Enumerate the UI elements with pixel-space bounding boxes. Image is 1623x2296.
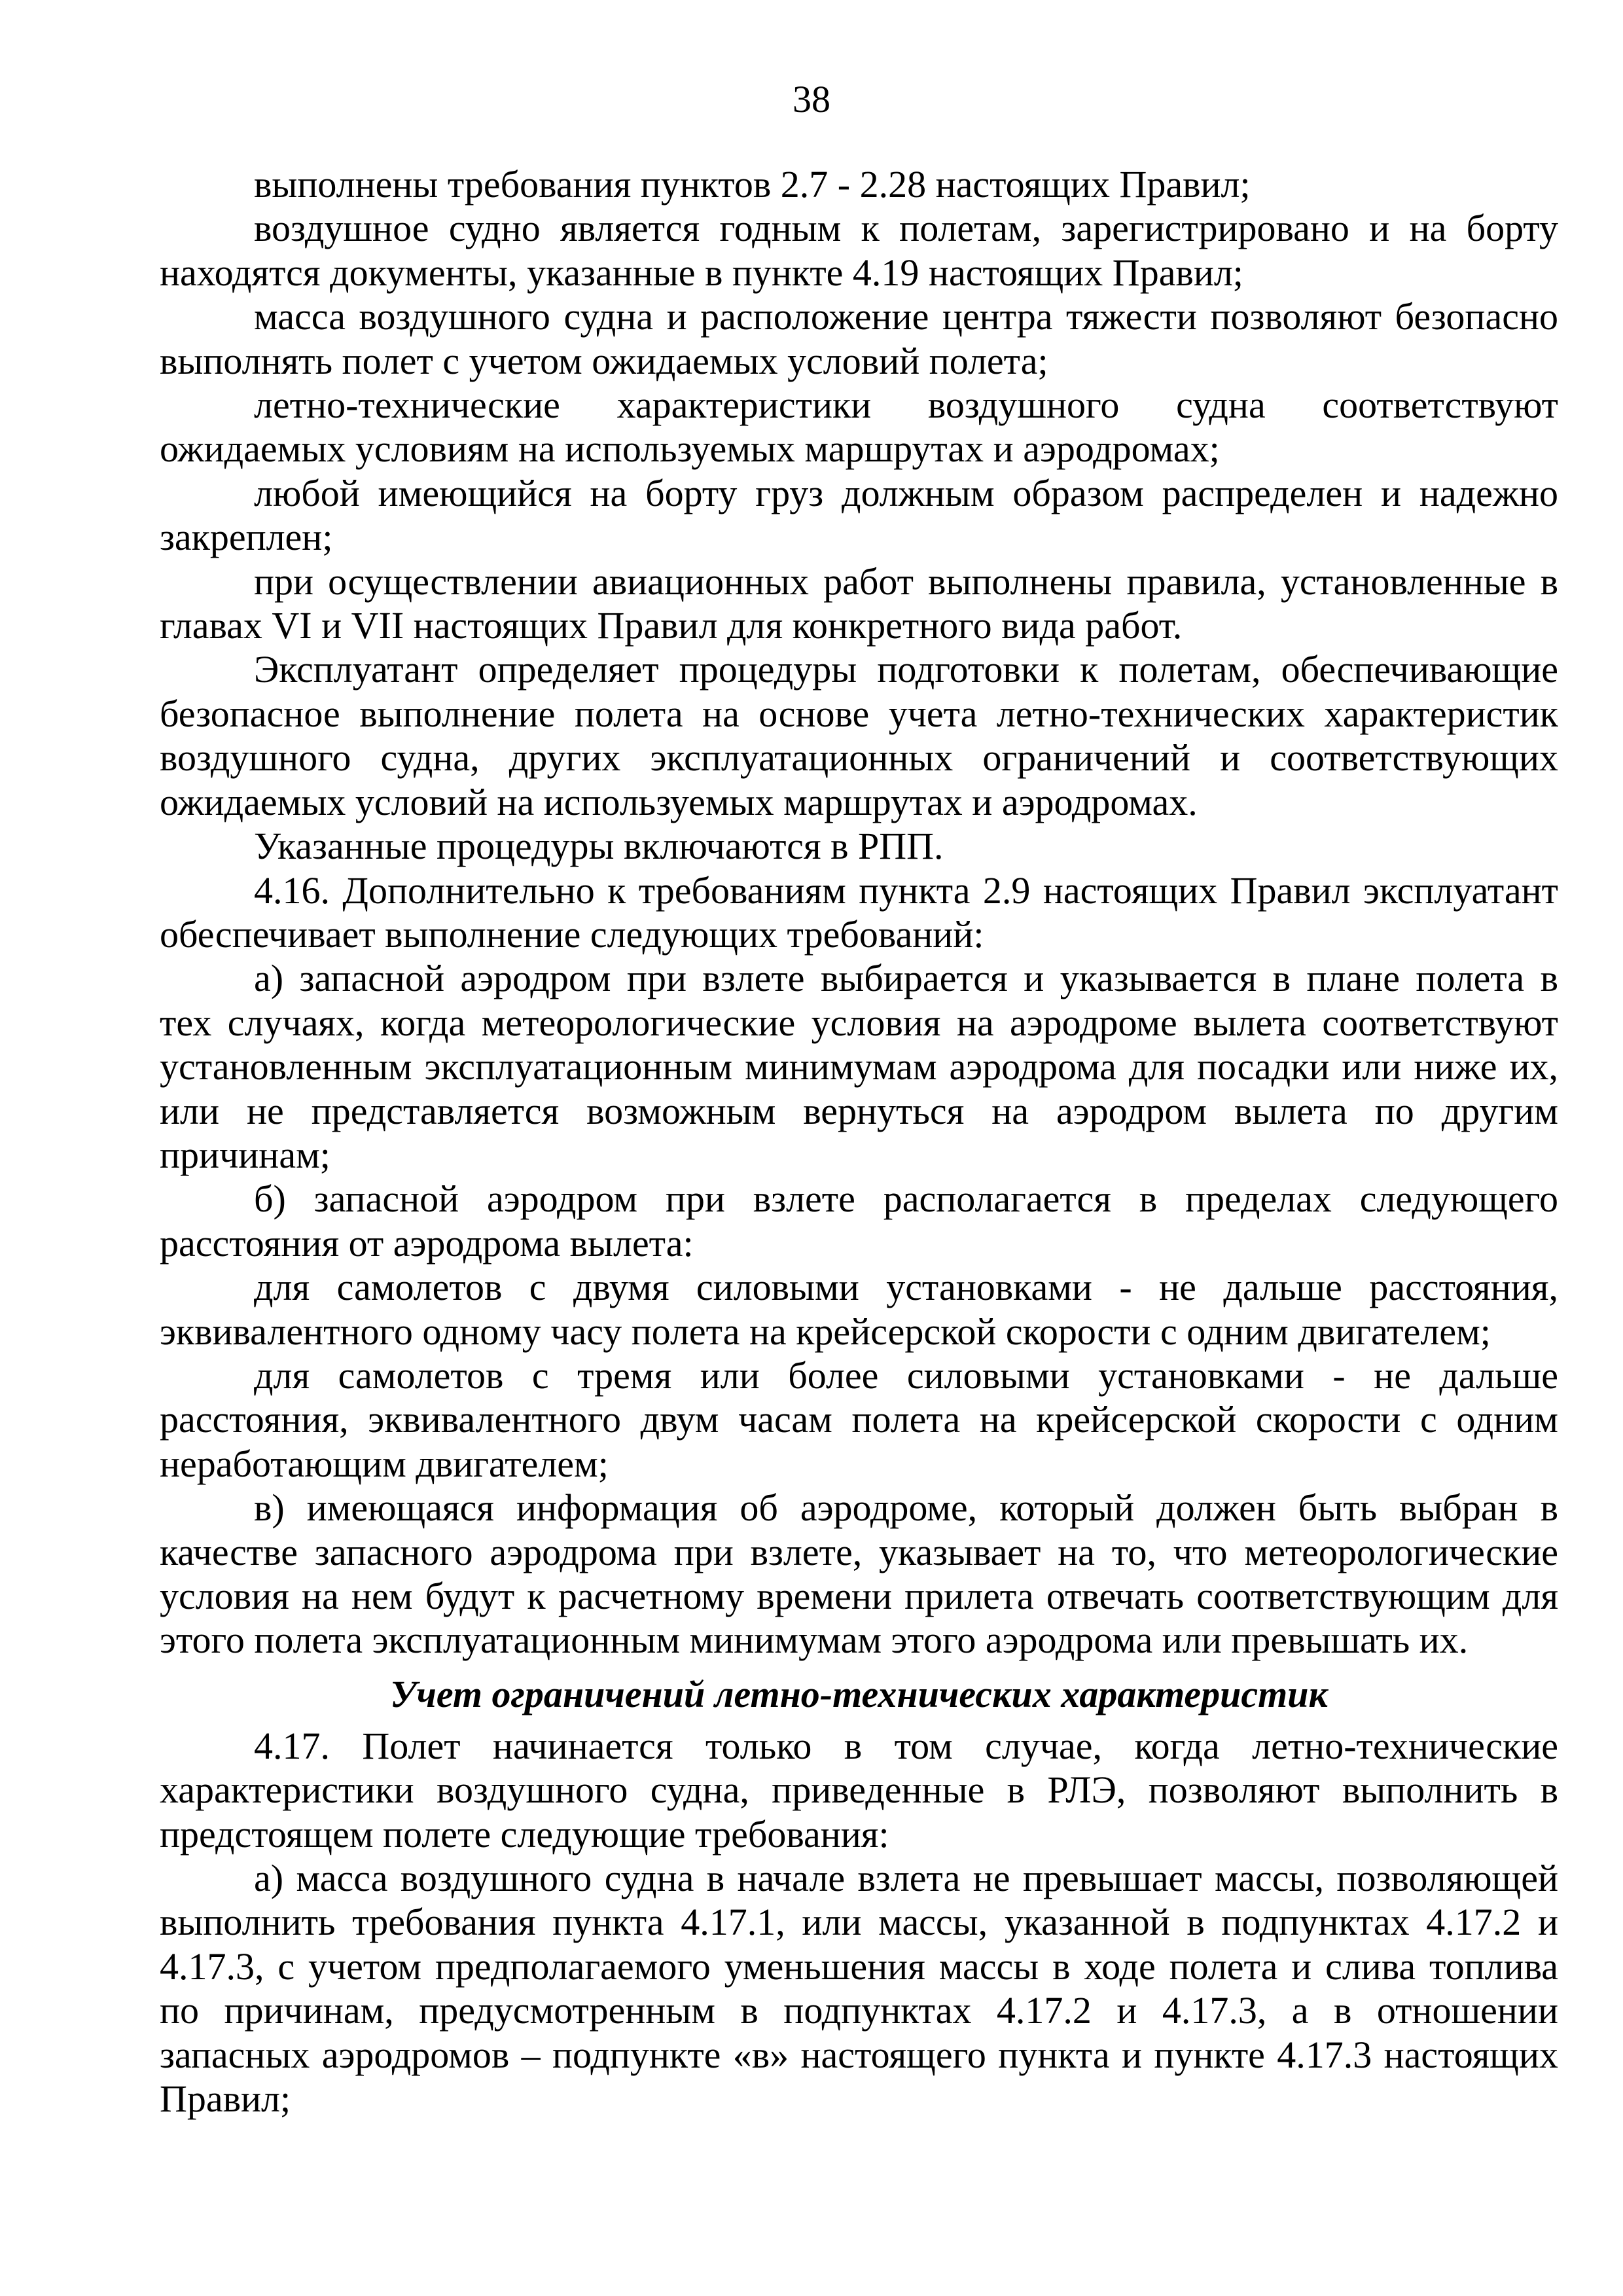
text-line: или не представляется возможным вернуться на аэродром вылета по другим [160, 1089, 1558, 1132]
text-line: установленным эксплуатационным минимумам аэродрома для посадки или ниже их, [160, 1045, 1558, 1088]
paragraph [160, 206, 1558, 295]
text-line: Эксплуатант определяет процедуры подготовки к полетам, обеспечивающие [254, 648, 1558, 691]
document-body [160, 162, 1558, 2121]
text-line: запасных аэродромов – подпункте «в» настоящего пункта и пункте 4.17.3 настоящих [160, 2033, 1558, 2076]
text-line: при осуществлении авиационных работ выполнены правила, установленные в [254, 560, 1558, 603]
paragraph [160, 869, 1558, 957]
paragraph [160, 956, 1558, 1177]
section-heading: Учет ограничений летно-технических характеристик [390, 1672, 1328, 1715]
paragraph [160, 383, 1558, 471]
text-line: неработающим двигателем; [160, 1442, 609, 1485]
text-line: а) масса воздушного судна в начале взлета не превышает массы, позволяющей [254, 1857, 1558, 1900]
text-line: 4.16. Дополнительно к требованиям пункта 2.9 настоящих Правил эксплуатант [254, 869, 1558, 912]
text-line: воздушного судна, других эксплуатационных ограничений и соответствующих [160, 736, 1558, 780]
text-line: 4.17.3, с учетом предполагаемого уменьшения массы в ходе полета и слива топлива [160, 1945, 1558, 1988]
paragraph [160, 1177, 1558, 1265]
text-line: главах VI и VII настоящих Правил для конкретного вида работ. [160, 604, 1183, 647]
text-line: находятся документы, указанные в пункте 4.19 настоящих Правил; [160, 251, 1243, 294]
paragraph [160, 1486, 1558, 1662]
text-line: расстояния от аэродрома вылета: [160, 1221, 694, 1265]
paragraph [160, 295, 1558, 383]
paragraph [160, 1724, 1558, 1856]
text-line: а) запасной аэродром при взлете выбирается и указывается в плане полета в [254, 957, 1558, 1000]
text-line: характеристики воздушного судна, приведенные в РЛЭ, позволяют выполнить в [160, 1768, 1558, 1812]
paragraph [160, 1354, 1558, 1486]
text-line: закреплен; [160, 516, 333, 559]
text-line: выполнять полет с учетом ожидаемых условий полета; [160, 339, 1048, 382]
paragraph [160, 1265, 1558, 1354]
text-line: летно-технические характеристики воздушного судна соответствуют [254, 384, 1558, 427]
paragraph [160, 560, 1558, 648]
page-number: 38 [793, 78, 830, 120]
text-line: причинам; [160, 1133, 330, 1176]
text-line: Указанные процедуры включаются в РПП. [254, 825, 944, 868]
paragraphs-after-heading [160, 1724, 1558, 2121]
paragraph [160, 162, 1558, 206]
text-line: в) имеющаяся информация об аэродроме, который должен быть выбран в [254, 1486, 1558, 1530]
text-line: тех случаях, когда метеорологические условия на аэродроме вылета соответствуют [160, 1001, 1558, 1044]
text-line: безопасное выполнение полета на основе учета летно-технических характеристик [160, 692, 1558, 735]
text-line: масса воздушного судна и расположение центра тяжести позволяют безопасно [254, 295, 1558, 338]
text-line: этого полета эксплуатационным минимумам этого аэродрома или превышать их. [160, 1619, 1469, 1662]
text-line: выполнить требования пункта 4.17.1, или массы, указанной в подпунктах 4.17.2 и [160, 1901, 1558, 1944]
paragraph [160, 647, 1558, 824]
text-line: эквивалентного одному часу полета на крейсерской скорости с одним двигателем; [160, 1310, 1491, 1353]
paragraph [160, 824, 1558, 868]
text-line: любой имеющийся на борту груз должным образом распределен и надежно [254, 471, 1558, 514]
text-line: обеспечивает выполнение следующих требований: [160, 912, 984, 956]
text-line: воздушное судно является годным к полетам, зарегистрировано и на борту [254, 207, 1558, 250]
text-line: б) запасной аэродром при взлете располагается в пределах следующего [254, 1177, 1558, 1221]
paragraph [160, 1856, 1558, 2121]
text-line: качестве запасного аэродрома при взлете, указывает на то, что метеорологические [160, 1530, 1558, 1573]
text-line: ожидаемых условий на используемых маршрутах и аэродромах. [160, 780, 1198, 823]
text-line: 4.17. Полет начинается только в том случае, когда летно-технические [254, 1724, 1558, 1767]
text-line: Правил; [160, 2077, 291, 2121]
text-line: для самолетов с тремя или более силовыми установками - не дальше [254, 1354, 1558, 1397]
paragraph [160, 471, 1558, 560]
text-line: условия на нем будут к расчетному времени прилета отвечать соответствующим для [160, 1575, 1558, 1617]
paragraphs-before-heading [160, 162, 1558, 1662]
text-line: предстоящем полете следующие требования: [160, 1812, 889, 1856]
text-line: ожидаемых условиям на используемых маршрутах и аэродромах; [160, 427, 1220, 471]
text-line: для самолетов с двумя силовыми установками - не дальше расстояния, [254, 1266, 1558, 1309]
text-line: по причинам, предусмотренным в подпунктах 4.17.2 и 4.17.3, а в отношении [160, 1989, 1558, 2032]
text-line: выполнены требования пунктов 2.7 - 2.28 настоящих Правил; [254, 163, 1251, 206]
text-line: расстояния, эквивалентного двум часам полета на крейсерской скорости с одним [160, 1398, 1558, 1441]
